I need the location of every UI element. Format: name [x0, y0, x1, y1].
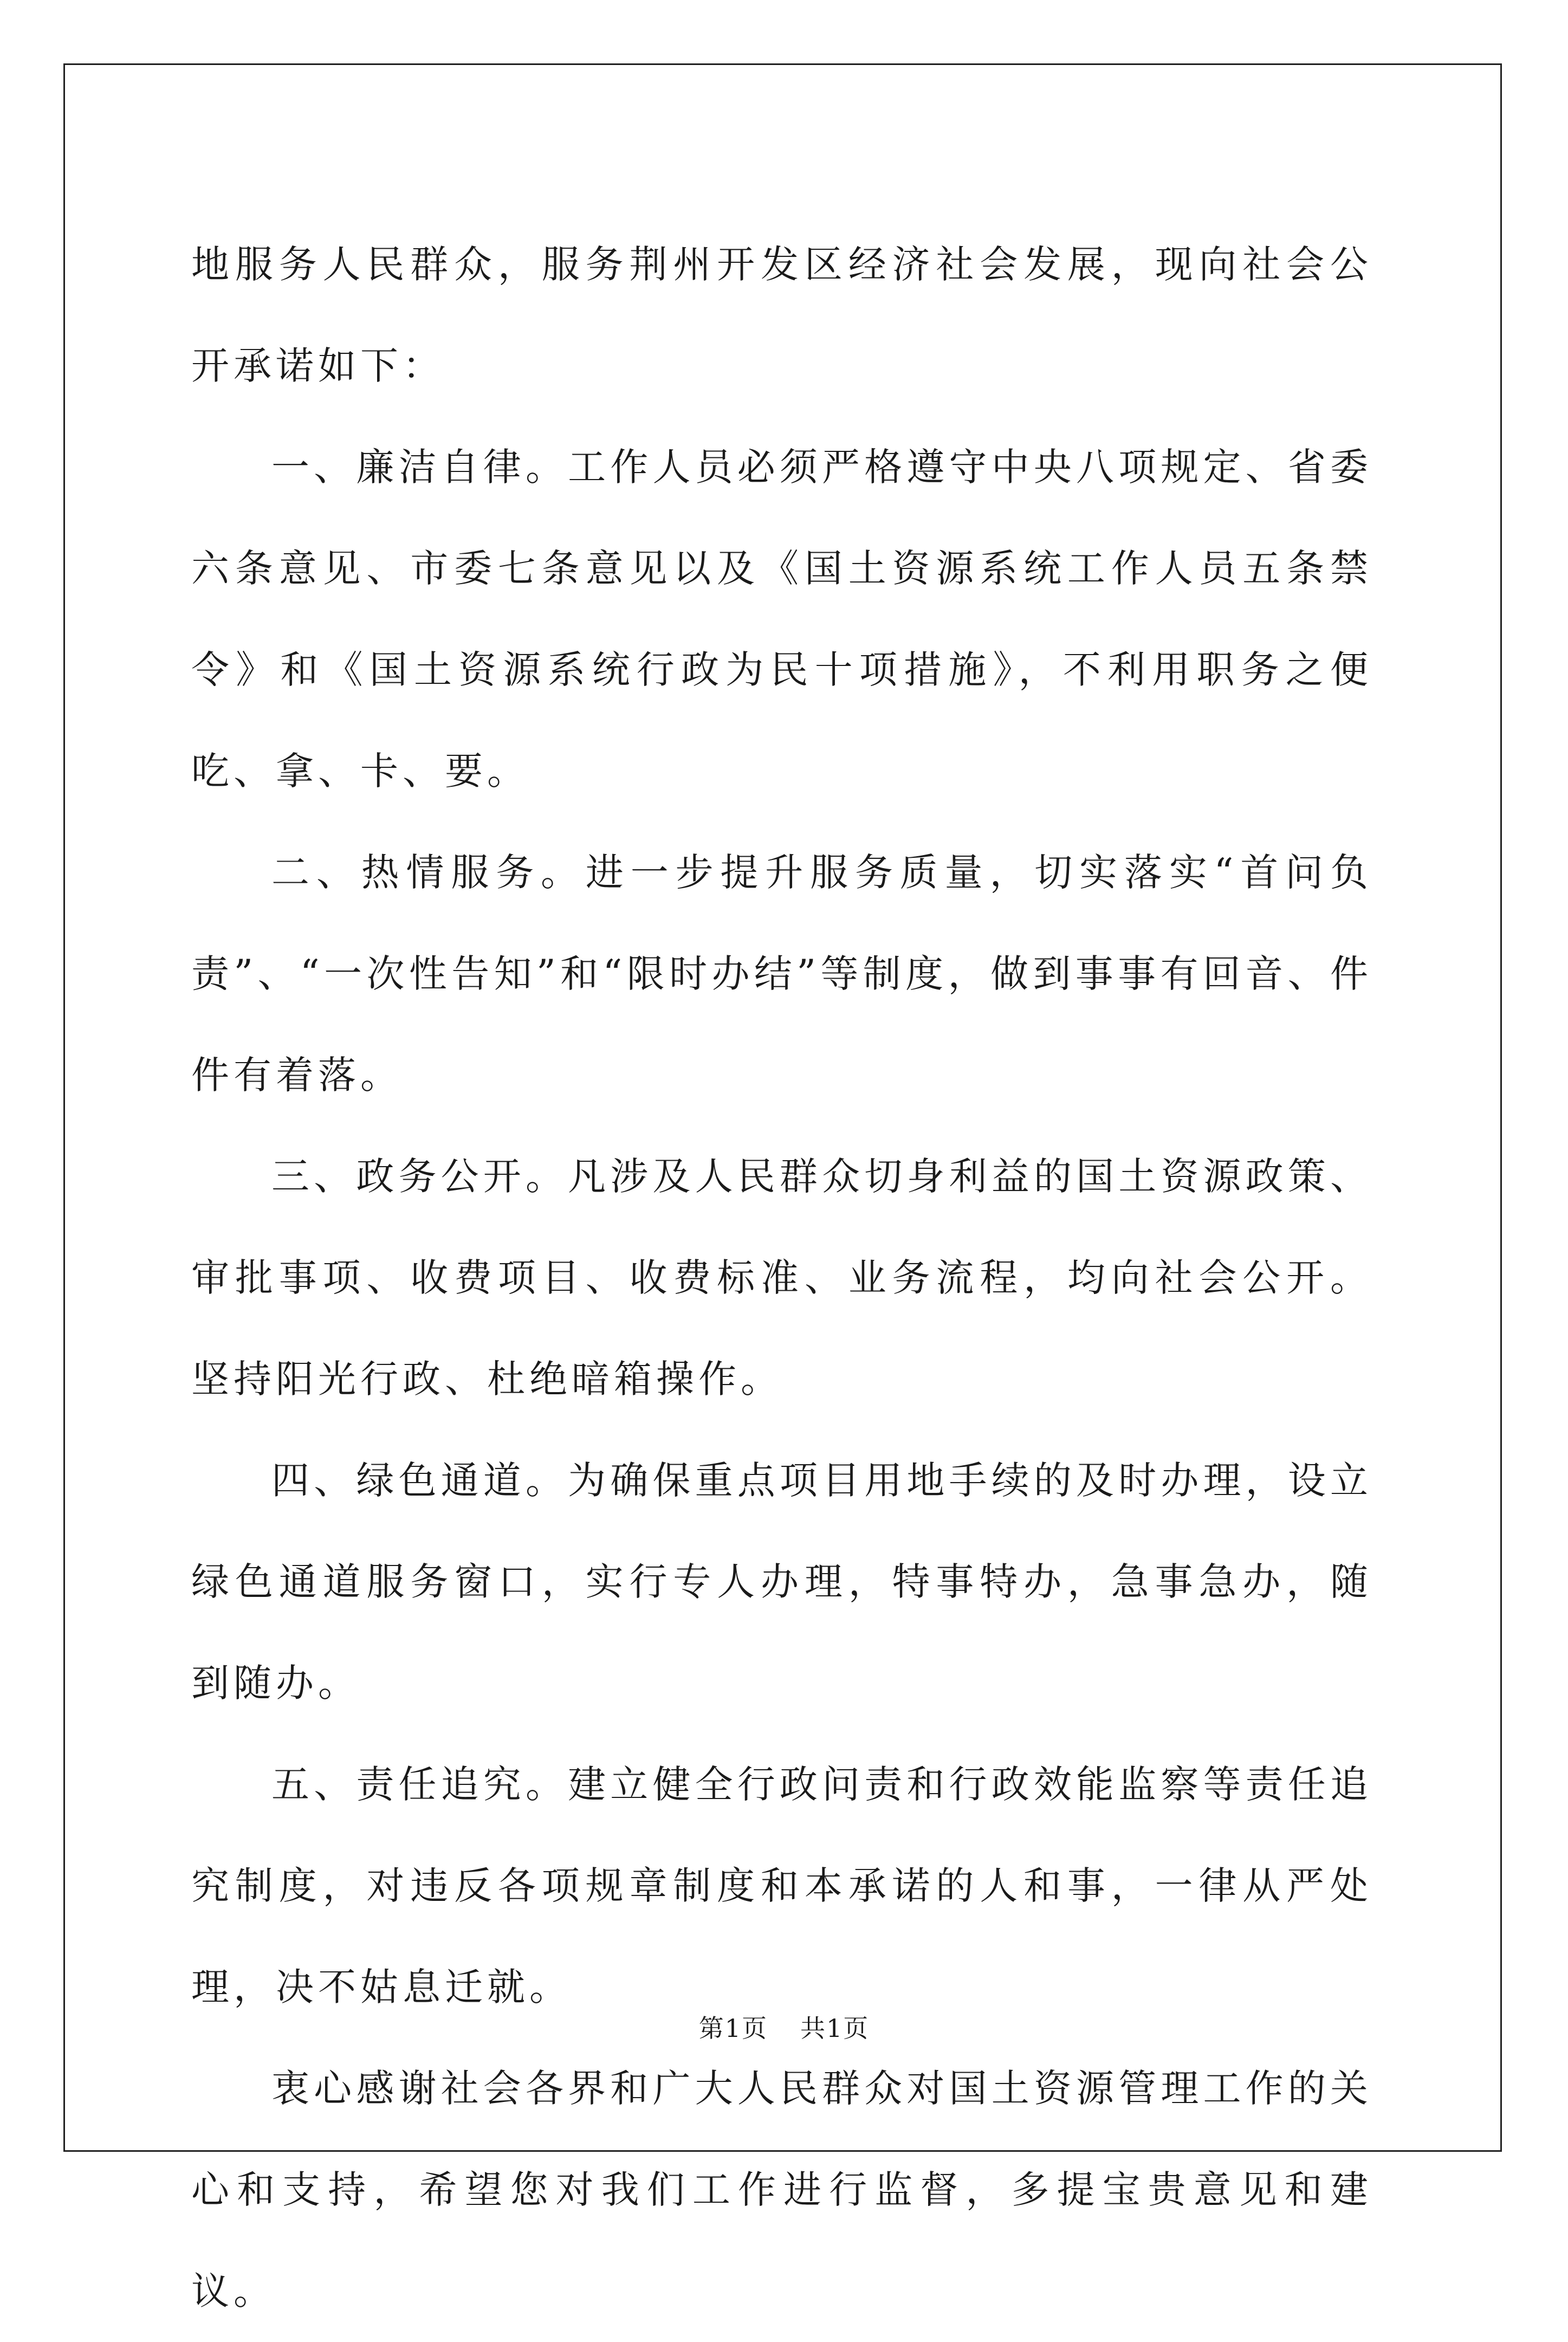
paragraph-item-5: 五、责任追究。建立健全行政问责和行政效能监察等责任追究制度，对违反各项规章制度和本承诺的人和事，一律从严处理，决不姑息迁就。: [191, 1762, 1372, 2009]
page-number: 第1页: [698, 2014, 768, 2043]
paragraph-item-4: 四、绿色通道。为确保重点项目用地手续的及时办理，设立绿色通道服务窗口，实行专人办理，特事特办，急事急办，随到随办。: [191, 1458, 1372, 1705]
paragraph-item-3: 三、政务公开。凡涉及人民群众切身利益的国土资源政策、审批事项、收费项目、收费标准、业务流程，均向社会公开。坚持阳光行政、杜绝暗箱操作。: [191, 1154, 1372, 1401]
page-footer: [0, 2012, 1568, 2045]
paragraph-intro: 地服务人民群众，服务荆州开发区经济社会发展，现向社会公开承诺如下：: [191, 242, 1372, 388]
paragraph-closing: 衷心感谢社会各界和广大人民群众对国土资源管理工作的关心和支持，希望您对我们工作进行监督，多提宝贵意见和建议。: [191, 2066, 1372, 2313]
page-total: 共1页: [800, 2014, 870, 2043]
paragraph-item-1: 一、廉洁自律。工作人员必须严格遵守中央八项规定、省委六条意见、市委七条意见以及《国土资源系统工作人员五条禁令》和《国土资源系统行政为民十项措施》，不利用职务之便吃、拿、卡、要。: [191, 445, 1372, 793]
paragraph-item-2: 二、热情服务。进一步提升服务质量，切实落实“首问负责”、“一次性告知”和“限时办结”等制度，做到事事有回音、件件有着落。: [191, 850, 1372, 1097]
